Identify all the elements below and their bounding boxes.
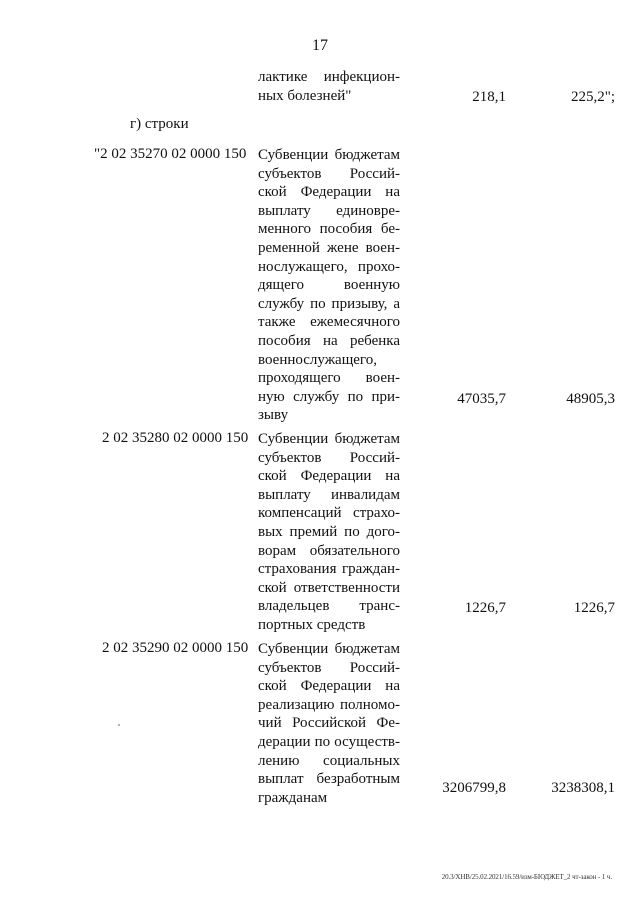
- description-line: нослужащего, прохо-: [258, 258, 400, 275]
- description-line: Субвенции бюджетам: [258, 431, 400, 447]
- description-line: реализацию полномо-: [258, 696, 400, 713]
- continuation-value-2: 225,2";: [570, 89, 615, 105]
- description-line: Субвенции бюджетам: [258, 641, 400, 657]
- description-line: страхования граждан-: [258, 561, 400, 578]
- value-year-2: 48905,3: [566, 391, 615, 407]
- description-line: дерации по осуществ-: [258, 733, 400, 750]
- continuation-description: [258, 68, 400, 105]
- budget-code: 2 02 35290 02 0000 150: [102, 640, 249, 656]
- description-line: ворам обязательного: [258, 542, 400, 559]
- description-line: ской ответственности: [258, 579, 400, 596]
- description-line: военнослужащего,: [258, 351, 377, 368]
- document-footer: 20.3/ХНВ/25.02.2021/16.59/изм-БЮДЖЕТ_2 чт-закон - 1 ч.: [441, 873, 612, 881]
- description-line: лактике инфекцион-: [258, 69, 400, 85]
- description-line: субъектов Россий-: [258, 449, 400, 466]
- description-line: гражданам: [258, 789, 328, 806]
- description-line: выплат безработным: [258, 771, 400, 788]
- description-line: вых премий по дого-: [258, 523, 400, 540]
- description-line: пособия на ребенка: [258, 332, 400, 349]
- value-year-1: 1226,7: [464, 600, 506, 616]
- description-line: чий Российской Фе-: [258, 715, 400, 732]
- budget-code: "2 02 35270 02 0000 150: [94, 146, 247, 162]
- page-number: 17: [312, 37, 328, 54]
- description-line: проходящего воен-: [258, 370, 400, 387]
- description-line: дящего военную: [258, 277, 400, 294]
- description-line: ных болезней": [258, 87, 352, 104]
- row-description: [258, 430, 400, 635]
- description-line: субъектов Россий-: [258, 165, 400, 182]
- description-line: ную службу по при-: [258, 388, 400, 405]
- description-line: менного пособия бе-: [258, 221, 400, 238]
- description-line: владельцев транс-: [258, 598, 400, 615]
- description-line: ской Федерации на: [258, 184, 400, 201]
- description-line: Субвенции бюджетам: [258, 147, 400, 163]
- scan-speck: [118, 724, 120, 726]
- description-line: компенсаций страхо-: [258, 505, 400, 522]
- value-year-2: 1226,7: [573, 600, 615, 616]
- description-line: лению социальных: [258, 752, 400, 769]
- continuation-value-1: 218,1: [472, 89, 506, 105]
- description-line: субъектов Россий-: [258, 659, 400, 676]
- description-line: ской Федерации на: [258, 678, 400, 695]
- description-line: ременной жене воен-: [258, 239, 400, 256]
- section-label: г) строки: [130, 116, 189, 132]
- budget-code: 2 02 35280 02 0000 150: [102, 430, 249, 446]
- value-year-1: 47035,7: [457, 391, 506, 407]
- description-line: ской Федерации на: [258, 468, 400, 485]
- value-year-1: 3206799,8: [442, 780, 506, 796]
- description-line: также ежемесячного: [258, 314, 400, 331]
- description-line: портных средств: [258, 616, 366, 633]
- description-line: зыву: [258, 407, 289, 424]
- value-year-2: 3238308,1: [551, 780, 615, 796]
- row-description: [258, 640, 400, 807]
- description-line: службу по призыву, а: [258, 295, 400, 312]
- row-description: [258, 146, 400, 425]
- description-line: выплату единовре-: [258, 202, 400, 219]
- description-line: выплату инвалидам: [258, 486, 400, 503]
